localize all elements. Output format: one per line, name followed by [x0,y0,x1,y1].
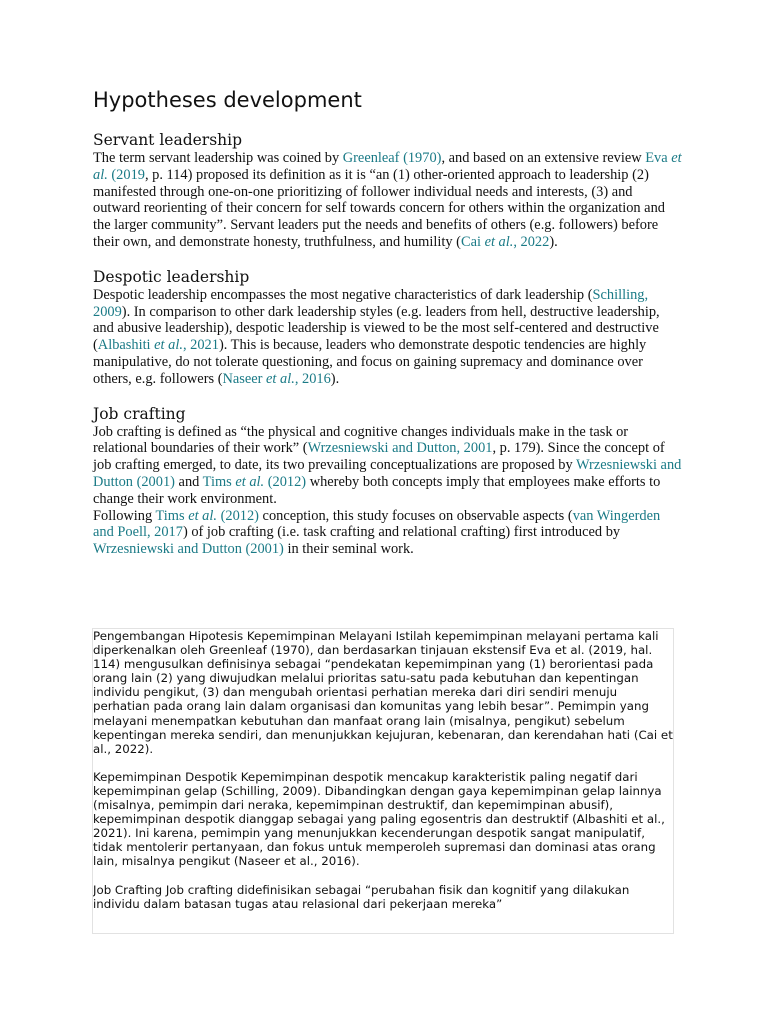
text-run: Following [93,507,156,524]
citation-link[interactable]: Greenleaf (1970) [342,150,442,166]
section-job-crafting [93,404,683,558]
paragraph [93,287,683,388]
citation-link[interactable]: Wrzesniewski and Dutton (2001) [93,457,682,490]
text-run: , p. 179). Since the concept of job crafting emerged, to date, its two prevailing conceptualizations are proposed by [93,440,665,474]
section-heading: Job crafting [93,404,186,423]
page-title: Hypotheses development [93,88,362,112]
paragraph [93,424,683,508]
section-despotic-leadership [93,267,683,388]
translation-paragraph: Job Crafting Job crafting didefinisikan sebagai “perubahan fisik dan kognitif yang dilakukan individu dalam batasan tugas atau relasional dari pekerjaan mereka” [93,882,630,911]
citation-link[interactable]: Schilling, 2009 [93,286,649,320]
citation-link[interactable]: Albashiti et al., 2021 [97,337,219,354]
text-run: The term servant leadership was coined by [93,150,343,166]
citation-link[interactable]: Cai et al., 2022 [460,233,550,250]
text-run: Despotic leadership encompasses the most negative characteristics of dark leadership ( [93,286,593,303]
text-run: ). This is because, leaders who demonstrate despotic tendencies are highly manipulative, do not tolerate questioning, and focus on gaining supremacy and dominance over others, e.g. followers ( [93,337,647,387]
citation-link[interactable]: Tims et al. (2012) [202,473,307,490]
article-body [93,86,683,574]
text-run: , and based on an extensive review [441,150,646,166]
text-run: ). In comparison to other dark leadership styles (e.g. leaders from hell, destructive leadership, and abusive leadership), despotic leadership is viewed to be the most self-centered and destructive ( [93,303,660,354]
text-run: in their seminal work. [283,541,414,558]
text-run: conception, this study focuses on observable aspects ( [258,507,573,524]
citation-link[interactable]: Eva et al. (2019 [93,150,682,183]
citation-link[interactable]: Wrzesniewski and Dutton, 2001 [307,440,493,457]
citation-link[interactable]: van Wingerden and Poell, 2017 [93,507,661,541]
section-servant-leadership [93,130,683,251]
text-run: whereby both concepts imply that employees make efforts to change their work environment. [93,473,661,507]
section-heading: Servant leadership [93,131,243,149]
text-run: ). [549,233,558,250]
section-heading: Despotic leadership [93,267,250,286]
translation-paragraph: Kepemimpinan Despotik Kepemimpinan despotik mencakup karakteristik paling negatif dari kepemimpinan gelap (Schilling, 2009). Dibandingkan dengan gaya kepemimpinan gelap lainnya (misalnya, pemimpin dari neraka, kepemimpinan destruktif, dan kepemimpinan abusif), kepemimpinan despotik dianggap sebagai yang paling egosentris dan destruktif (Albashiti et al., 2021). Ini karena, pemimpin yang menunjukkan kecenderungan despotik sangat manipulatif, tidak mentolerir pertanyaan, dan fokus untuk memperoleh supremasi dan dominasi atas orang lain, misalnya pengikut (Naseer et al., 2016). [93,769,665,869]
text-run: and [174,473,203,490]
text-run: Job crafting is defined as “the physical and cognitive changes individuals make in the task or relational boundaries of their work” ( [93,423,629,457]
translation-paragraph: Pengembangan Hipotesis Kepemimpinan Melayani Istilah kepemimpinan melayani pertama kali diperkenalkan oleh Greenleaf (1970), dan berdasarkan tinjauan ekstensif Eva et al. (2019, hal. 114) mengusulkan definisinya sebagai “pendekatan kepemimpinan yang (1) berorientasi pada orang lain (2) yang diwujudkan melalui prioritas satu-satu pada kebutuhan dan kepentingan individu pengikut, (3) dan mengubah orientasi perhatian mereka dari diri sendiri menuju perhatian pada orang lain dalam organisasi dan komunitas yang lebih besar”. Pemimpin yang melayani menempatkan kebutuhan dan manfaat orang lain (misalnya, pengikut) sebelum kepentingan mereka sendiri, dan menunjukkan kejujuran, kebenaran, dan kerendahan hati (Cai et al., 2022). [93,629,673,756]
text-run: ) of job crafting (i.e. task crafting and relational crafting) first introduced by [182,524,621,541]
citation-link[interactable]: Tims et al. (2012) [155,507,259,524]
paragraph [93,150,683,251]
paragraph [93,508,683,558]
citation-link[interactable]: Naseer et al., 2016 [222,370,331,387]
citation-link[interactable]: Wrzesniewski and Dutton (2001) [93,541,284,558]
translation-box [92,628,674,934]
text-run: , p. 114) proposed its definition as it is “an (1) other-oriented approach to leadership (2) manifested through one-on-one prioritizing of follower individual needs and interests, (3) and outward reorienting of their concern for self towards concern for others within the organization and the larger community”. Servant leaders put the needs and benefits of others (e.g. followers) before their own, and demonstrate honesty, truthfulness, and humility ( [93,166,665,250]
text-run: ). [330,370,340,387]
